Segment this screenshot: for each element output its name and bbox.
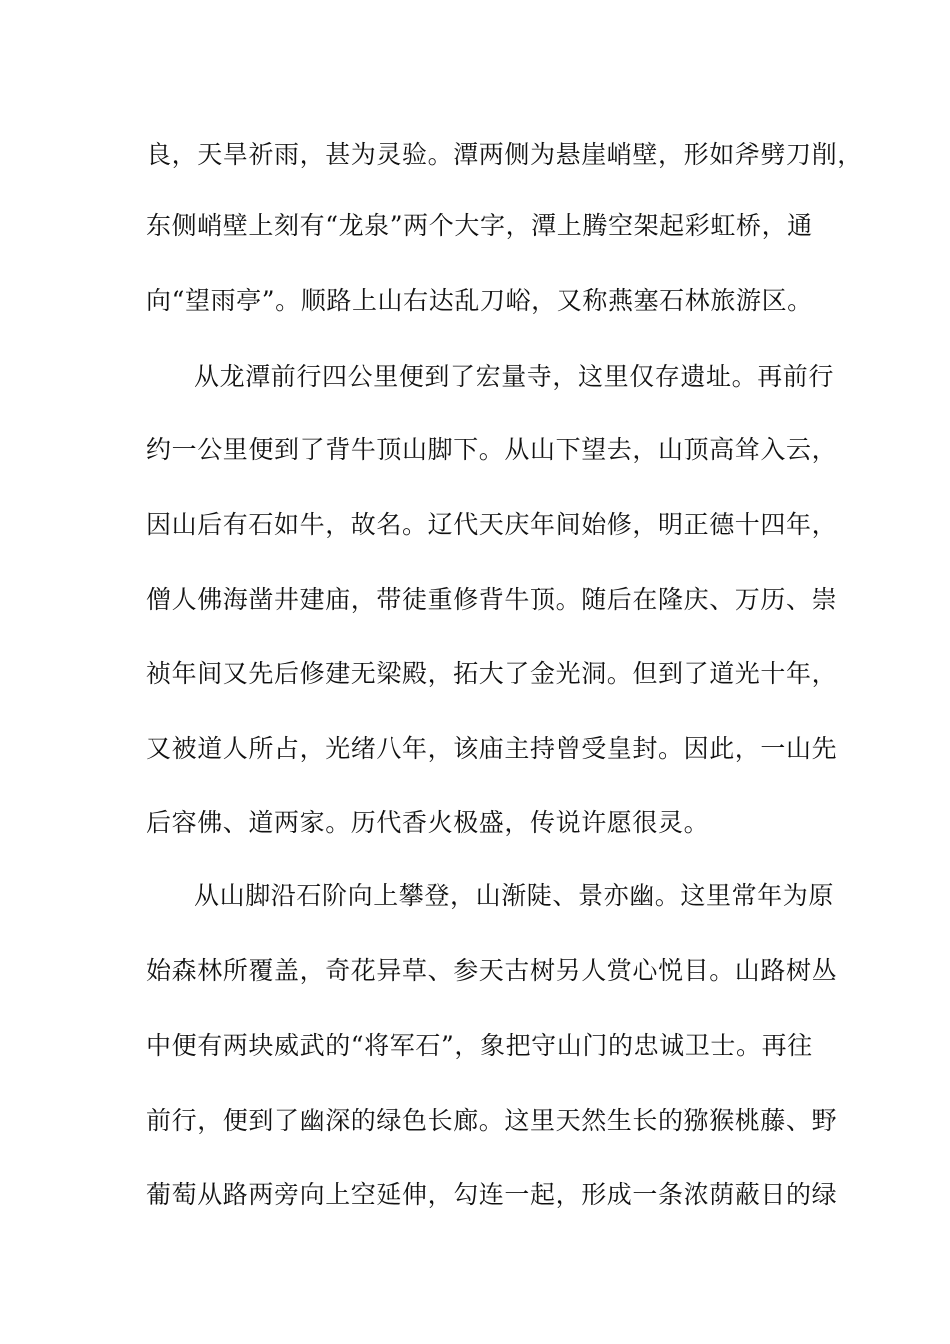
text-line-14: 前行，便到了幽深的绿色长廊。这里天然生长的猕猴桃藤、野 xyxy=(146,1106,838,1135)
text-line-13: 中便有两块威武的“将军石”，象把守山门的忠诚卫士。再往 xyxy=(146,1031,813,1060)
text-line-5: 约一公里便到了背牛顶山脚下。从山下望去，山顶高耸入云， xyxy=(146,435,838,464)
text-line-1: 良，天旱祈雨，甚为灵验。潭两侧为悬崖峭壁，形如斧劈刀削， xyxy=(146,140,863,169)
text-line-3: 向“望雨亭”。顺路上山右达乱刀峪，又称燕塞石林旅游区。 xyxy=(146,286,813,315)
text-line-6: 因山后有石如牛，故名。辽代天庆年间始修，明正德十四年， xyxy=(146,510,838,539)
text-line-11: 从山脚沿石阶向上攀登，山渐陡、景亦幽。这里常年为原 xyxy=(194,881,835,910)
text-line-7: 僧人佛海凿井建庙，带徒重修背牛顶。随后在隆庆、万历、崇 xyxy=(146,585,838,614)
text-line-4: 从龙潭前行四公里便到了宏量寺，这里仅存遗址。再前行 xyxy=(194,362,835,391)
text-line-15: 葡萄从路两旁向上空延伸，勾连一起，形成一条浓荫蔽日的绿 xyxy=(146,1180,838,1209)
text-line-8: 祯年间又先后修建无梁殿，拓大了金光洞。但到了道光十年， xyxy=(146,659,838,688)
text-line-9: 又被道人所占，光绪八年，该庙主持曾受皇封。因此，一山先 xyxy=(146,734,838,763)
text-line-10: 后容佛、道两家。历代香火极盛，传说许愿很灵。 xyxy=(146,808,710,837)
text-line-2: 东侧峭壁上刻有“龙泉”两个大字，潭上腾空架起彩虹桥，通 xyxy=(146,211,813,240)
text-line-12: 始森林所覆盖，奇花异草、参天古树另人赏心悦目。山路树丛 xyxy=(146,956,838,985)
